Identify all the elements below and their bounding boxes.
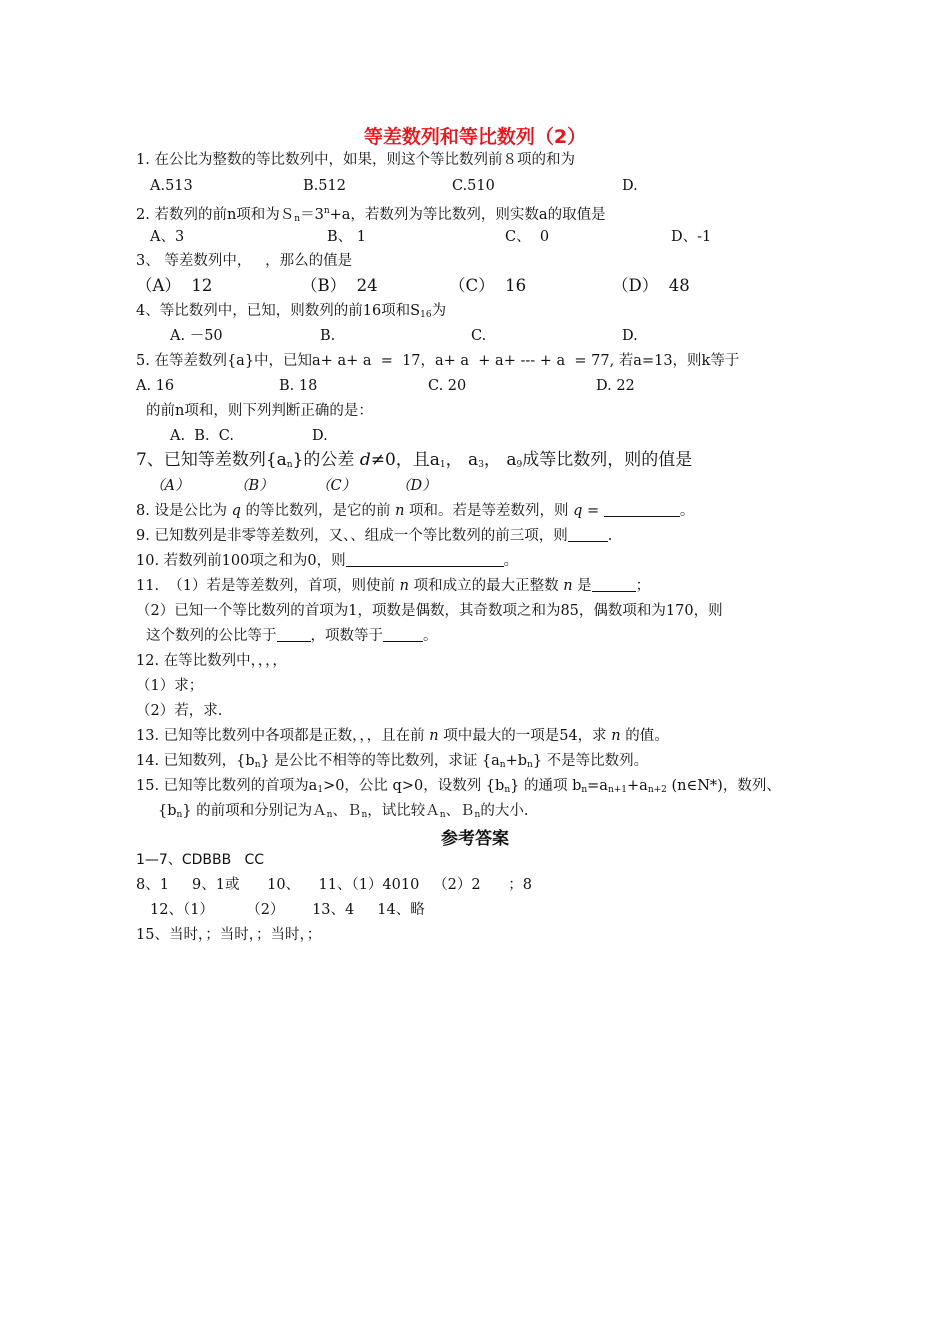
question-11-part2-cont: 这个数列的公比等于 ，项数等于 。: [146, 628, 438, 644]
answer-blank: [604, 502, 680, 517]
q5-option-d: D. 22: [596, 378, 635, 394]
q5-option-a: A. 16: [136, 378, 175, 394]
question-5-stem: 5. 在等差数列{a}中，已知a+ a+ a = 17，a+ a + a+ --- + a = 77, 若a=13，则k等于: [136, 353, 740, 369]
q4-option-d: D.: [622, 328, 638, 344]
answer-blank: [592, 577, 636, 592]
question-2-stem: 2. 若数列的前n项和为$S_n=3^n+a$，若数列为等比数列，则实数a的取值是: [136, 206, 606, 224]
q7-option-d: （D）: [396, 478, 437, 494]
answer-blank: [346, 552, 504, 567]
q3-option-c: （C） 16: [449, 276, 527, 295]
answer-line-1: 1—7、CDBBB CC: [136, 852, 265, 868]
question-15: 15. 已知等比数列的首项为$a_1>0$，公比 q>0，设数列 $\{b_n\}$ 的通项 $b_n=a_{n+1}+a_{n+2}$ (n∈N*)，数列、: [136, 778, 781, 795]
q2-option-c: C、 0: [505, 229, 550, 245]
answer-blank: [277, 627, 311, 642]
q6-options-abc: A. B. C.: [170, 428, 234, 444]
question-7-stem: 7、已知等差数列$\{a_n\}$的公差 d≠0，且$a_1$， $a_3$， $a_9$成等比数列，则的值是: [136, 450, 693, 470]
question-15-cont: $\{b_n\}$ 的前项和分别记为Ａ$_n$、Ｂ$_n$，试比较Ａ$_n$、Ｂ$_n$的大小.: [158, 803, 529, 820]
question-13: 13. 已知等比数列中各项都是正数，，，且在前 n 项中最大的一项是54，求 n 的值。: [136, 728, 669, 744]
q2-option-a: A、3: [150, 229, 185, 245]
question-8: 8. 设是公比为 q 的等比数列，是它的前 n 项和。若是等差数列，则 q = 。: [136, 503, 695, 519]
q3-option-d: （D） 48: [612, 276, 690, 295]
question-6-stem: 的前n项和，则下列判断正确的是：: [146, 403, 373, 419]
question-4-stem: 4、等比数列中，已知，则数列的前16项和$S_{16}$为: [136, 303, 447, 320]
q1-option-b: B.512: [303, 178, 346, 194]
q1-option-c: C.510: [452, 178, 495, 194]
q7-option-b: （B）: [234, 478, 274, 494]
question-3-stem: 3、 等差数列中， ，那么的值是: [136, 253, 353, 269]
page-title: 等差数列和等比数列（2）: [363, 126, 587, 148]
question-12-part1: （1）求；: [136, 678, 204, 694]
answer-line-2: 8、1 9、1或 10、 11、（1）4010 （2）2 ；8: [136, 877, 532, 893]
q7-option-a: （A）: [150, 478, 190, 494]
q7-option-c: （C）: [316, 478, 357, 494]
question-10: 10. 若数列前100项之和为0，则 。: [136, 553, 519, 569]
q3-option-b: （B） 24: [301, 276, 378, 295]
q6-option-d: D.: [312, 428, 328, 444]
question-12-part2: （2）若，求.: [136, 703, 223, 719]
question-11-part1: 11. （1）若是等差数列，首项，则使前 n 项和成立的最大正整数 n 是 ；: [136, 578, 651, 594]
question-9: 9. 已知数列是非零等差数列，又、、组成一个等比数列的前三项，则 .: [136, 528, 613, 544]
question-1-stem: 1. 在公比为整数的等比数列中，如果，则这个等比数列前８项的和为: [136, 152, 575, 168]
q3-option-a: （A） 12: [136, 276, 213, 295]
question-14: 14. 已知数列，$\{b_n\}$ 是公比不相等的等比数列，求证 $\{a_n+b_n\}$ 不是等比数列。: [136, 753, 649, 770]
q5-option-b: B. 18: [279, 378, 318, 394]
q4-option-c: C.: [471, 328, 487, 344]
answer-line-4: 15、当时，；当时，；当时，；: [136, 927, 322, 943]
answer-line-3: 12、（1） （2） 13、4 14、略: [150, 902, 425, 918]
q2-option-b: B、 1: [327, 229, 366, 245]
answer-blank: [383, 627, 423, 642]
question-12: 12. 在等比数列中，，，，: [136, 653, 287, 669]
answers-title: 参考答案: [441, 829, 509, 849]
q4-option-a: A. －50: [170, 328, 223, 344]
question-11-part2: （2）已知一个等比数列的首项为1，项数是偶数，其奇数项之和为85，偶数项和为170，则: [136, 603, 723, 619]
q1-option-d: D.: [622, 178, 638, 194]
q1-option-a: A.513: [150, 178, 193, 194]
answer-blank: [568, 527, 608, 542]
q2-option-d: D、-1: [671, 229, 712, 245]
q4-option-b: B.: [320, 328, 336, 344]
q5-option-c: C. 20: [428, 378, 467, 394]
